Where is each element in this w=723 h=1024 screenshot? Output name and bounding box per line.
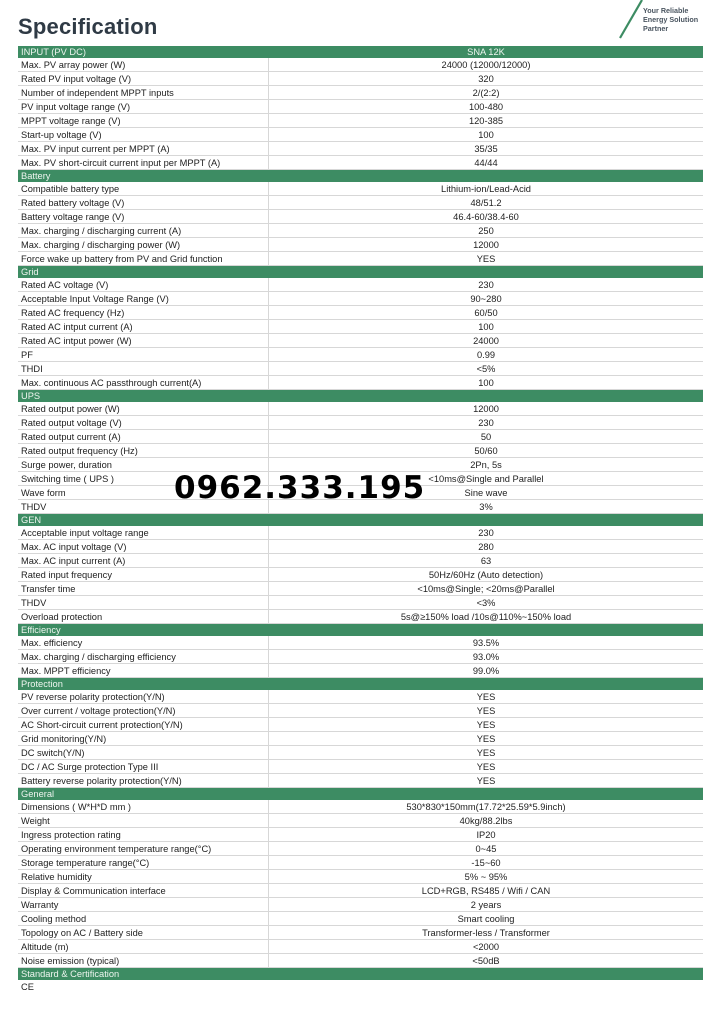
- spec-value: 5% ~ 95%: [464, 872, 508, 882]
- spec-label: Max. charging / discharging current (A): [18, 224, 269, 237]
- section-title: General: [21, 789, 55, 799]
- spec-row: [18, 718, 703, 732]
- spec-row: [18, 278, 703, 292]
- spec-label: Relative humidity: [18, 870, 269, 883]
- spec-value: 2 years: [470, 900, 502, 910]
- spec-row: [18, 732, 703, 746]
- spec-row: [18, 252, 703, 266]
- spec-label: Max. PV array power (W): [18, 58, 269, 71]
- spec-value: 230: [478, 418, 494, 428]
- spec-value: 0~45: [475, 844, 497, 854]
- spec-label: Rated battery voltage (V): [18, 196, 269, 209]
- spec-row: [18, 292, 703, 306]
- spec-value: 0.99: [476, 350, 496, 360]
- spec-row: [18, 238, 703, 252]
- spec-label: Rated PV input voltage (V): [18, 72, 269, 85]
- spec-row: [18, 568, 703, 582]
- section-model: [269, 170, 703, 182]
- spec-label: Ingress protection rating: [18, 828, 269, 841]
- spec-label: Rated AC intput power (W): [18, 334, 269, 347]
- spec-label: Acceptable input voltage range: [18, 526, 269, 539]
- spec-label: Max. AC input voltage (V): [18, 540, 269, 553]
- spec-row: [18, 746, 703, 760]
- section-model: [269, 514, 703, 526]
- spec-value: 230: [478, 280, 494, 290]
- spec-value: YES: [476, 692, 496, 702]
- spec-label: Topology on AC / Battery side: [18, 926, 269, 939]
- section-model: [269, 390, 703, 402]
- spec-value: YES: [476, 734, 496, 744]
- spec-value: 12000: [473, 240, 499, 250]
- spec-value: 50/60: [474, 446, 498, 456]
- spec-value: <10ms@Single and Parallel: [428, 474, 544, 484]
- spec-label: MPPT voltage range (V): [18, 114, 269, 127]
- spec-label: Max. charging / discharging power (W): [18, 238, 269, 251]
- spec-row: [18, 402, 703, 416]
- spec-row: [18, 224, 703, 238]
- spec-value: YES: [476, 254, 496, 264]
- spec-label: Switching time ( UPS ): [18, 472, 269, 485]
- spec-row: [18, 196, 703, 210]
- spec-value: 250: [478, 226, 494, 236]
- spec-label: Battery voltage range (V): [18, 210, 269, 223]
- section-model: [269, 788, 703, 800]
- section-model: [269, 266, 703, 278]
- brand-line-1: Your Reliable: [643, 6, 689, 15]
- spec-row: [18, 182, 703, 196]
- spec-value: YES: [476, 720, 496, 730]
- section-title: GEN: [21, 515, 42, 525]
- spec-label: Rated output current (A): [18, 430, 269, 443]
- section-model: SNA 12K: [467, 47, 505, 57]
- spec-label: THDI: [18, 362, 269, 375]
- spec-label: Rated AC intput current (A): [18, 320, 269, 333]
- spec-row: [18, 814, 703, 828]
- spec-row: [18, 690, 703, 704]
- spec-label: Operating environment temperature range(°C): [18, 842, 269, 855]
- brand-logo-slash: [616, 0, 646, 40]
- spec-label: PV input voltage range (V): [18, 100, 269, 113]
- spec-label: PF: [18, 348, 269, 361]
- spec-label: Number of independent MPPT inputs: [18, 86, 269, 99]
- phone-number-overlay: 0962.333.195: [174, 470, 426, 506]
- spec-row: [18, 306, 703, 320]
- spec-label: Start-up voltage (V): [18, 128, 269, 141]
- spec-row: [18, 856, 703, 870]
- spec-value: 530*830*150mm(17.72*25.59*5.9inch): [406, 802, 566, 812]
- spec-label: Dimensions ( W*H*D mm ): [18, 800, 269, 813]
- section-title: UPS: [21, 391, 41, 401]
- spec-label: Max. MPPT efficiency: [18, 664, 269, 677]
- spec-row: [18, 884, 703, 898]
- certification-row: [18, 980, 703, 994]
- spec-value: 90~280: [470, 294, 502, 304]
- spec-label: Acceptable Input Voltage Range (V): [18, 292, 269, 305]
- spec-value: 120-385: [468, 116, 504, 126]
- spec-value: 12000: [473, 404, 499, 414]
- section-title: Grid: [21, 267, 39, 277]
- spec-label: DC / AC Surge protection Type III: [18, 760, 269, 773]
- spec-value: 100: [478, 130, 494, 140]
- spec-row: [18, 100, 703, 114]
- spec-label: Battery reverse polarity protection(Y/N): [18, 774, 269, 787]
- spec-value: 50Hz/60Hz (Auto detection): [428, 570, 544, 580]
- spec-row: [18, 86, 703, 100]
- section-header: [18, 678, 703, 690]
- spec-row: [18, 444, 703, 458]
- spec-label: Force wake up battery from PV and Grid function: [18, 252, 269, 265]
- brand-line-3: Partner: [643, 24, 669, 33]
- spec-row: [18, 554, 703, 568]
- spec-label: Max. PV input current per MPPT (A): [18, 142, 269, 155]
- spec-value: 24000 (12000/12000): [441, 60, 531, 70]
- spec-label: Surge power, duration: [18, 458, 269, 471]
- spec-row: [18, 58, 703, 72]
- spec-value: YES: [476, 762, 496, 772]
- spec-value: Smart cooling: [457, 914, 515, 924]
- spec-value: 280: [478, 542, 494, 552]
- spec-value: YES: [476, 776, 496, 786]
- spec-row: [18, 348, 703, 362]
- spec-label: Storage temperature range(°C): [18, 856, 269, 869]
- spec-row: [18, 582, 703, 596]
- spec-value: 48/51.2: [470, 198, 502, 208]
- spec-label: Over current / voltage protection(Y/N): [18, 704, 269, 717]
- spec-row: [18, 828, 703, 842]
- spec-label: Max. efficiency: [18, 636, 269, 649]
- spec-label: Overload protection: [18, 610, 269, 623]
- spec-label: Warranty: [18, 898, 269, 911]
- spec-row: [18, 926, 703, 940]
- spec-value: LCD+RGB, RS485 / Wifi / CAN: [421, 886, 551, 896]
- spec-label: DC switch(Y/N): [18, 746, 269, 759]
- spec-label: Rated AC voltage (V): [18, 278, 269, 291]
- spec-label: PV reverse polarity protection(Y/N): [18, 690, 269, 703]
- spec-value: 60/50: [474, 308, 498, 318]
- spec-value: <2000: [472, 942, 500, 952]
- spec-row: [18, 156, 703, 170]
- spec-value: 100: [478, 378, 494, 388]
- spec-value: 63: [480, 556, 492, 566]
- spec-label: THDV: [18, 500, 269, 513]
- spec-label: Cooling method: [18, 912, 269, 925]
- spec-value: Lithium-ion/Lead-Acid: [441, 184, 531, 194]
- spec-label: Rated output frequency (Hz): [18, 444, 269, 457]
- spec-value: 35/35: [474, 144, 498, 154]
- spec-row: [18, 430, 703, 444]
- spec-value: 50: [480, 432, 492, 442]
- spec-label: Rated output voltage (V): [18, 416, 269, 429]
- spec-value: 100-480: [468, 102, 504, 112]
- spec-label: Wave form: [18, 486, 269, 499]
- section-model: [269, 678, 703, 690]
- section-header: [18, 624, 703, 636]
- spec-value: <3%: [476, 598, 496, 608]
- spec-label: Transfer time: [18, 582, 269, 595]
- spec-row: [18, 704, 703, 718]
- spec-label: Weight: [18, 814, 269, 827]
- spec-label: Max. PV short-circuit current input per MPPT (A): [18, 156, 269, 169]
- spec-row: [18, 650, 703, 664]
- spec-value: 2/(2:2): [472, 88, 500, 98]
- spec-value: 44/44: [474, 158, 498, 168]
- section-header: [18, 968, 703, 980]
- spec-value: 99.0%: [472, 666, 500, 676]
- spec-row: [18, 940, 703, 954]
- spec-row: [18, 320, 703, 334]
- spec-row: [18, 636, 703, 650]
- spec-row: [18, 898, 703, 912]
- spec-value: 93.0%: [472, 652, 500, 662]
- spec-row: [18, 954, 703, 968]
- spec-row: [18, 376, 703, 390]
- spec-row: [18, 774, 703, 788]
- spec-row: [18, 610, 703, 624]
- spec-row: [18, 526, 703, 540]
- brand-tagline: [643, 6, 719, 33]
- spec-row: [18, 72, 703, 86]
- spec-label: Rated AC frequency (Hz): [18, 306, 269, 319]
- section-header: [18, 788, 703, 800]
- spec-value: <10ms@Single; <20ms@Parallel: [417, 584, 555, 594]
- spec-label: Rated input frequency: [18, 568, 269, 581]
- spec-label: Max. AC input current (A): [18, 554, 269, 567]
- spec-row: [18, 664, 703, 678]
- spec-label: Rated output power (W): [18, 402, 269, 415]
- spec-row: [18, 842, 703, 856]
- spec-row: [18, 870, 703, 884]
- spec-label: Max. continuous AC passthrough current(A): [18, 376, 269, 389]
- spec-label: THDV: [18, 596, 269, 609]
- section-model: [269, 624, 703, 636]
- spec-value: 100: [478, 322, 494, 332]
- section-title: Protection: [21, 679, 63, 689]
- spec-value: 24000: [473, 336, 499, 346]
- spec-label: Noise emission (typical): [18, 954, 269, 967]
- spec-label: Altitude (m): [18, 940, 269, 953]
- section-model: [269, 968, 703, 980]
- spec-row: [18, 362, 703, 376]
- spec-value: 230: [478, 528, 494, 538]
- section-header: [18, 46, 703, 58]
- section-header: [18, 514, 703, 526]
- spec-value: <5%: [476, 364, 496, 374]
- spec-label: AC Short-circuit current protection(Y/N): [18, 718, 269, 731]
- spec-value: YES: [476, 706, 496, 716]
- spec-row: [18, 760, 703, 774]
- spec-value: 5s@≥150% load /10s@110%~150% load: [400, 612, 572, 622]
- spec-row: [18, 596, 703, 610]
- spec-value: 40kg/88.2lbs: [459, 816, 513, 826]
- spec-value: 320: [478, 74, 494, 84]
- page-title: Specification: [18, 14, 158, 39]
- spec-value: Sine wave: [464, 488, 508, 498]
- spec-value: 3%: [479, 502, 493, 512]
- spec-value: 93.5%: [472, 638, 500, 648]
- section-title: Battery: [21, 171, 51, 181]
- spec-row: [18, 142, 703, 156]
- spec-value: <50dB: [472, 956, 500, 966]
- spec-row: [18, 114, 703, 128]
- section-title: INPUT (PV DC): [21, 47, 86, 57]
- spec-row: [18, 800, 703, 814]
- spec-label: Max. charging / discharging efficiency: [18, 650, 269, 663]
- section-header: [18, 170, 703, 182]
- section-title: Efficiency: [21, 625, 61, 635]
- section-header: [18, 390, 703, 402]
- spec-value: 46.4-60/38.4-60: [453, 212, 519, 222]
- spec-row: [18, 334, 703, 348]
- certification-value: CE: [21, 982, 34, 992]
- spec-row: [18, 128, 703, 142]
- spec-row: [18, 540, 703, 554]
- spec-value: 2Pn, 5s: [470, 460, 502, 470]
- brand-line-2: Energy Solution: [643, 15, 699, 24]
- spec-label: Display & Communication interface: [18, 884, 269, 897]
- spec-value: -15~60: [471, 858, 501, 868]
- spec-label: Grid monitoring(Y/N): [18, 732, 269, 745]
- spec-row: [18, 912, 703, 926]
- spec-value: Transformer-less / Transformer: [422, 928, 550, 938]
- spec-row: [18, 210, 703, 224]
- spec-row: [18, 416, 703, 430]
- spec-label: Compatible battery type: [18, 182, 269, 195]
- spec-value: IP20: [476, 830, 496, 840]
- section-title: Standard & Certification: [21, 969, 120, 979]
- section-header: [18, 266, 703, 278]
- spec-value: YES: [476, 748, 496, 758]
- spec-table: [18, 46, 703, 994]
